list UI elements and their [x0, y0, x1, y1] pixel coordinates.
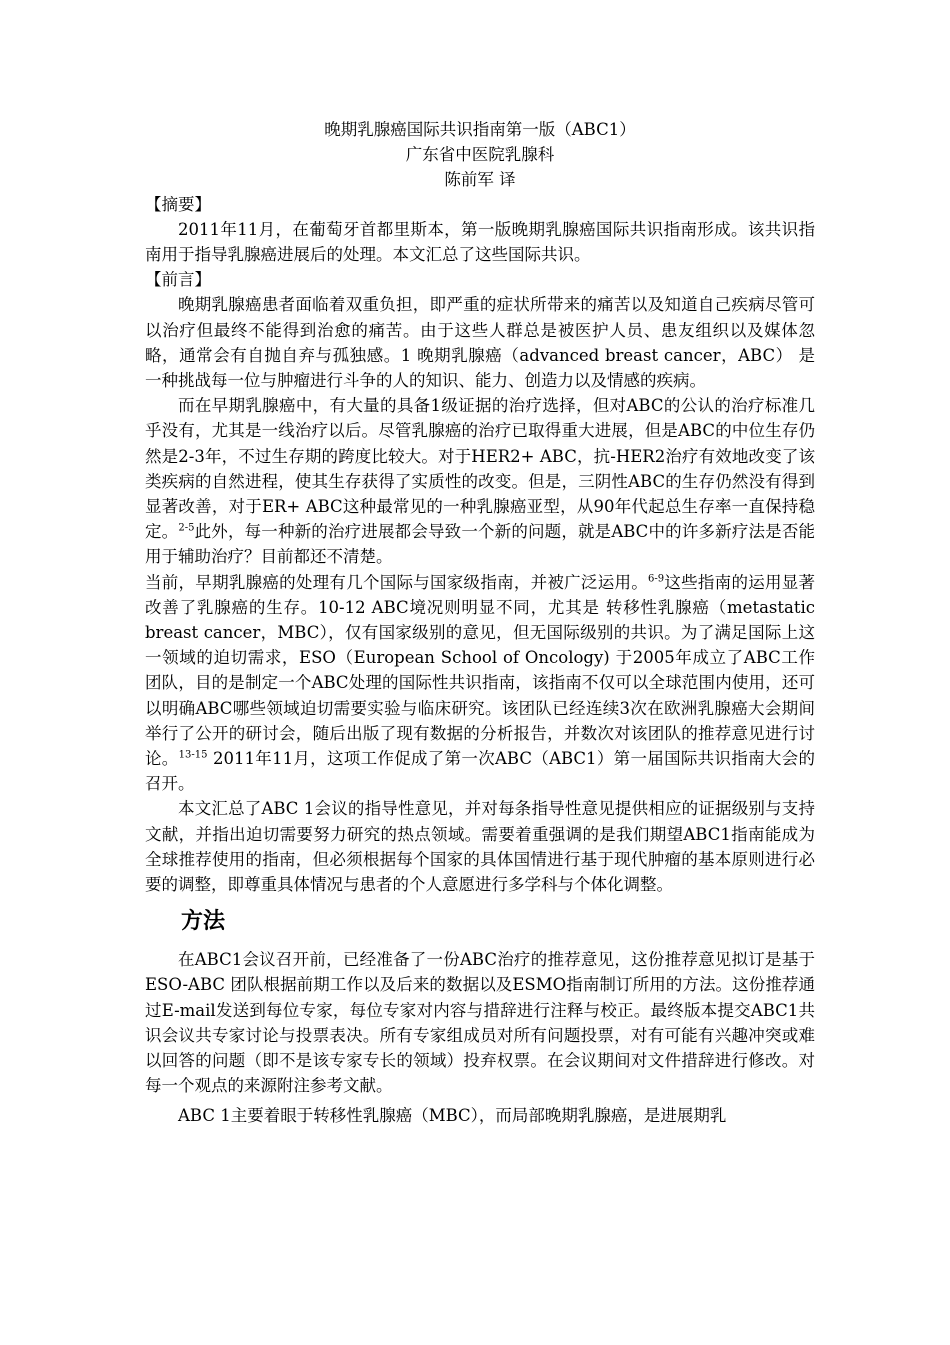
abstract-paragraph: 2011年11月，在葡萄牙首都里斯本，第一版晚期乳腺癌国际共识指南形成。该共识指南用于指导乳腺癌进展后的处理。本文汇总了这些国际共识。 [145, 220, 815, 265]
department-line: 广东省中医院乳腺科 [405, 145, 555, 164]
preface-paragraph-3-text-b: 这些指南的运用显著改善了乳腺癌的生存。10-12 ABC境况则明显不同，尤其是 转移性乳腺癌（metastatic breast cancer，MBC），仅有国家级别的意见，但无国际级别的共识。为了满足国际上这一领域的迫切需求，ESO（European School of Oncology) 于2005年成立了ABC工作团队，目的是制定一个ABC处理的国际性共识指南，该指南不仅可以全球范围内使用，还可以明确ABC哪些领域迫切需要实验与临床研究。该团队已经连续3次在欧洲乳腺癌大会期间举行了公开的研讨会，随后出版了现有数据的分析报告，并数次对该团队的推荐意见进行讨论。 [145, 572, 816, 769]
preface-paragraph-2-text-a: 而在早期乳腺癌中，有大量的具备1级证据的治疗选择，但对ABC的公认的治疗标准几乎没有，尤其是一线治疗以后。尽管乳腺癌的治疗已取得重大进展，但是ABC的中位生存仍然是2-3年，不过生存期的跨度比较大。对于HER2+ ABC，抗-HER2治疗有效地改变了该类疾病的自然进程，使其生存获得了实质性的改变。但是，三阴性ABC的生存仍然没有得到显著改善，对于ER+ ABC这种最常见的一种乳腺癌亚型，从90年代起总生存率一直保持稳定。 [145, 396, 815, 542]
preface-label: 【前言】 [145, 270, 211, 290]
methods-paragraph-1: 在ABC1会议召开前，已经准备了一份ABC治疗的推荐意见，这份推荐意见拟订是基于ESO-ABC 团队根据前期工作以及后来的数据以及ESMO指南制订所用的方法。这份推荐通过E-mail发送到每位专家，每位专家对内容与措辞进行注释与校正。最终版本提交ABC1共识会议共专家讨论与投票表决。所有专家组成员对所有问题投票，对有可能有兴趣冲突或难以回答的问题（即不是该专家专长的领域）投弃权票。在会议期间对文件措辞进行修改。对每一个观点的来源附注参考文献。 [145, 950, 815, 1096]
abstract-label: 【摘要】 [145, 195, 211, 214]
methods-paragraph-2: ABC 1主要着眼于转移性乳腺癌（MBC），而局部晚期乳腺癌，是进展期乳 [178, 1105, 727, 1125]
citation-superscript: 2-5 [178, 522, 195, 534]
preface-paragraph-3-text-a: 当前，早期乳腺癌的处理有几个国际与国家级指南，并被广泛运用。 [145, 572, 648, 592]
preface-paragraph-3 [145, 570, 815, 797]
preface-paragraph-3-text-c: 2011年11月，这项工作促成了第一次ABC（ABC1）第一届国际共识指南大会的召开。 [145, 749, 815, 794]
citation-superscript: 6-9 [648, 573, 665, 585]
citation-superscript: 13-15 [178, 749, 208, 761]
title-block [145, 117, 815, 192]
preface-paragraph-4: 本文汇总了ABC 1会议的指导性意见，并对每条指导性意见提供相应的证据级别与支持文献，并指出迫切需要努力研究的热点领域。需要着重强调的是我们期望ABC1指南能成为全球推荐使用的指南，但必须根据每个国家的具体国情进行基于现代肿瘤的基本原则进行必要的调整，即尊重具体情况与患者的个人意愿进行多学科与个体化调整。 [145, 799, 815, 895]
preface-paragraph-2 [145, 393, 815, 569]
methods-heading: 方法 [181, 909, 226, 935]
document-body [145, 117, 815, 1128]
preface-paragraph-2-text-b: 此外，每一种新的治疗进展都会导致一个新的问题，就是ABC中的许多新疗法是否能用于辅助治疗？目前都还不清楚。 [145, 522, 815, 567]
document-title: 晚期乳腺癌国际共识指南第一版（ABC1） [324, 120, 636, 139]
preface-paragraph-1: 晚期乳腺癌患者面临着双重负担，即严重的症状所带来的痛苦以及知道自己疾病尽管可以治疗但最终不能得到治愈的痛苦。由于这些人群总是被医护人员、患友组织以及媒体忽略，通常会有自抛自弃与孤独感。1 晚期乳腺癌（advanced breast cancer，ABC） 是一种挑战每一位与肿瘤进行斗争的人的知识、能力、创造力以及情感的疾病。 [145, 295, 815, 391]
translator-line: 陈前军 译 [444, 170, 516, 189]
